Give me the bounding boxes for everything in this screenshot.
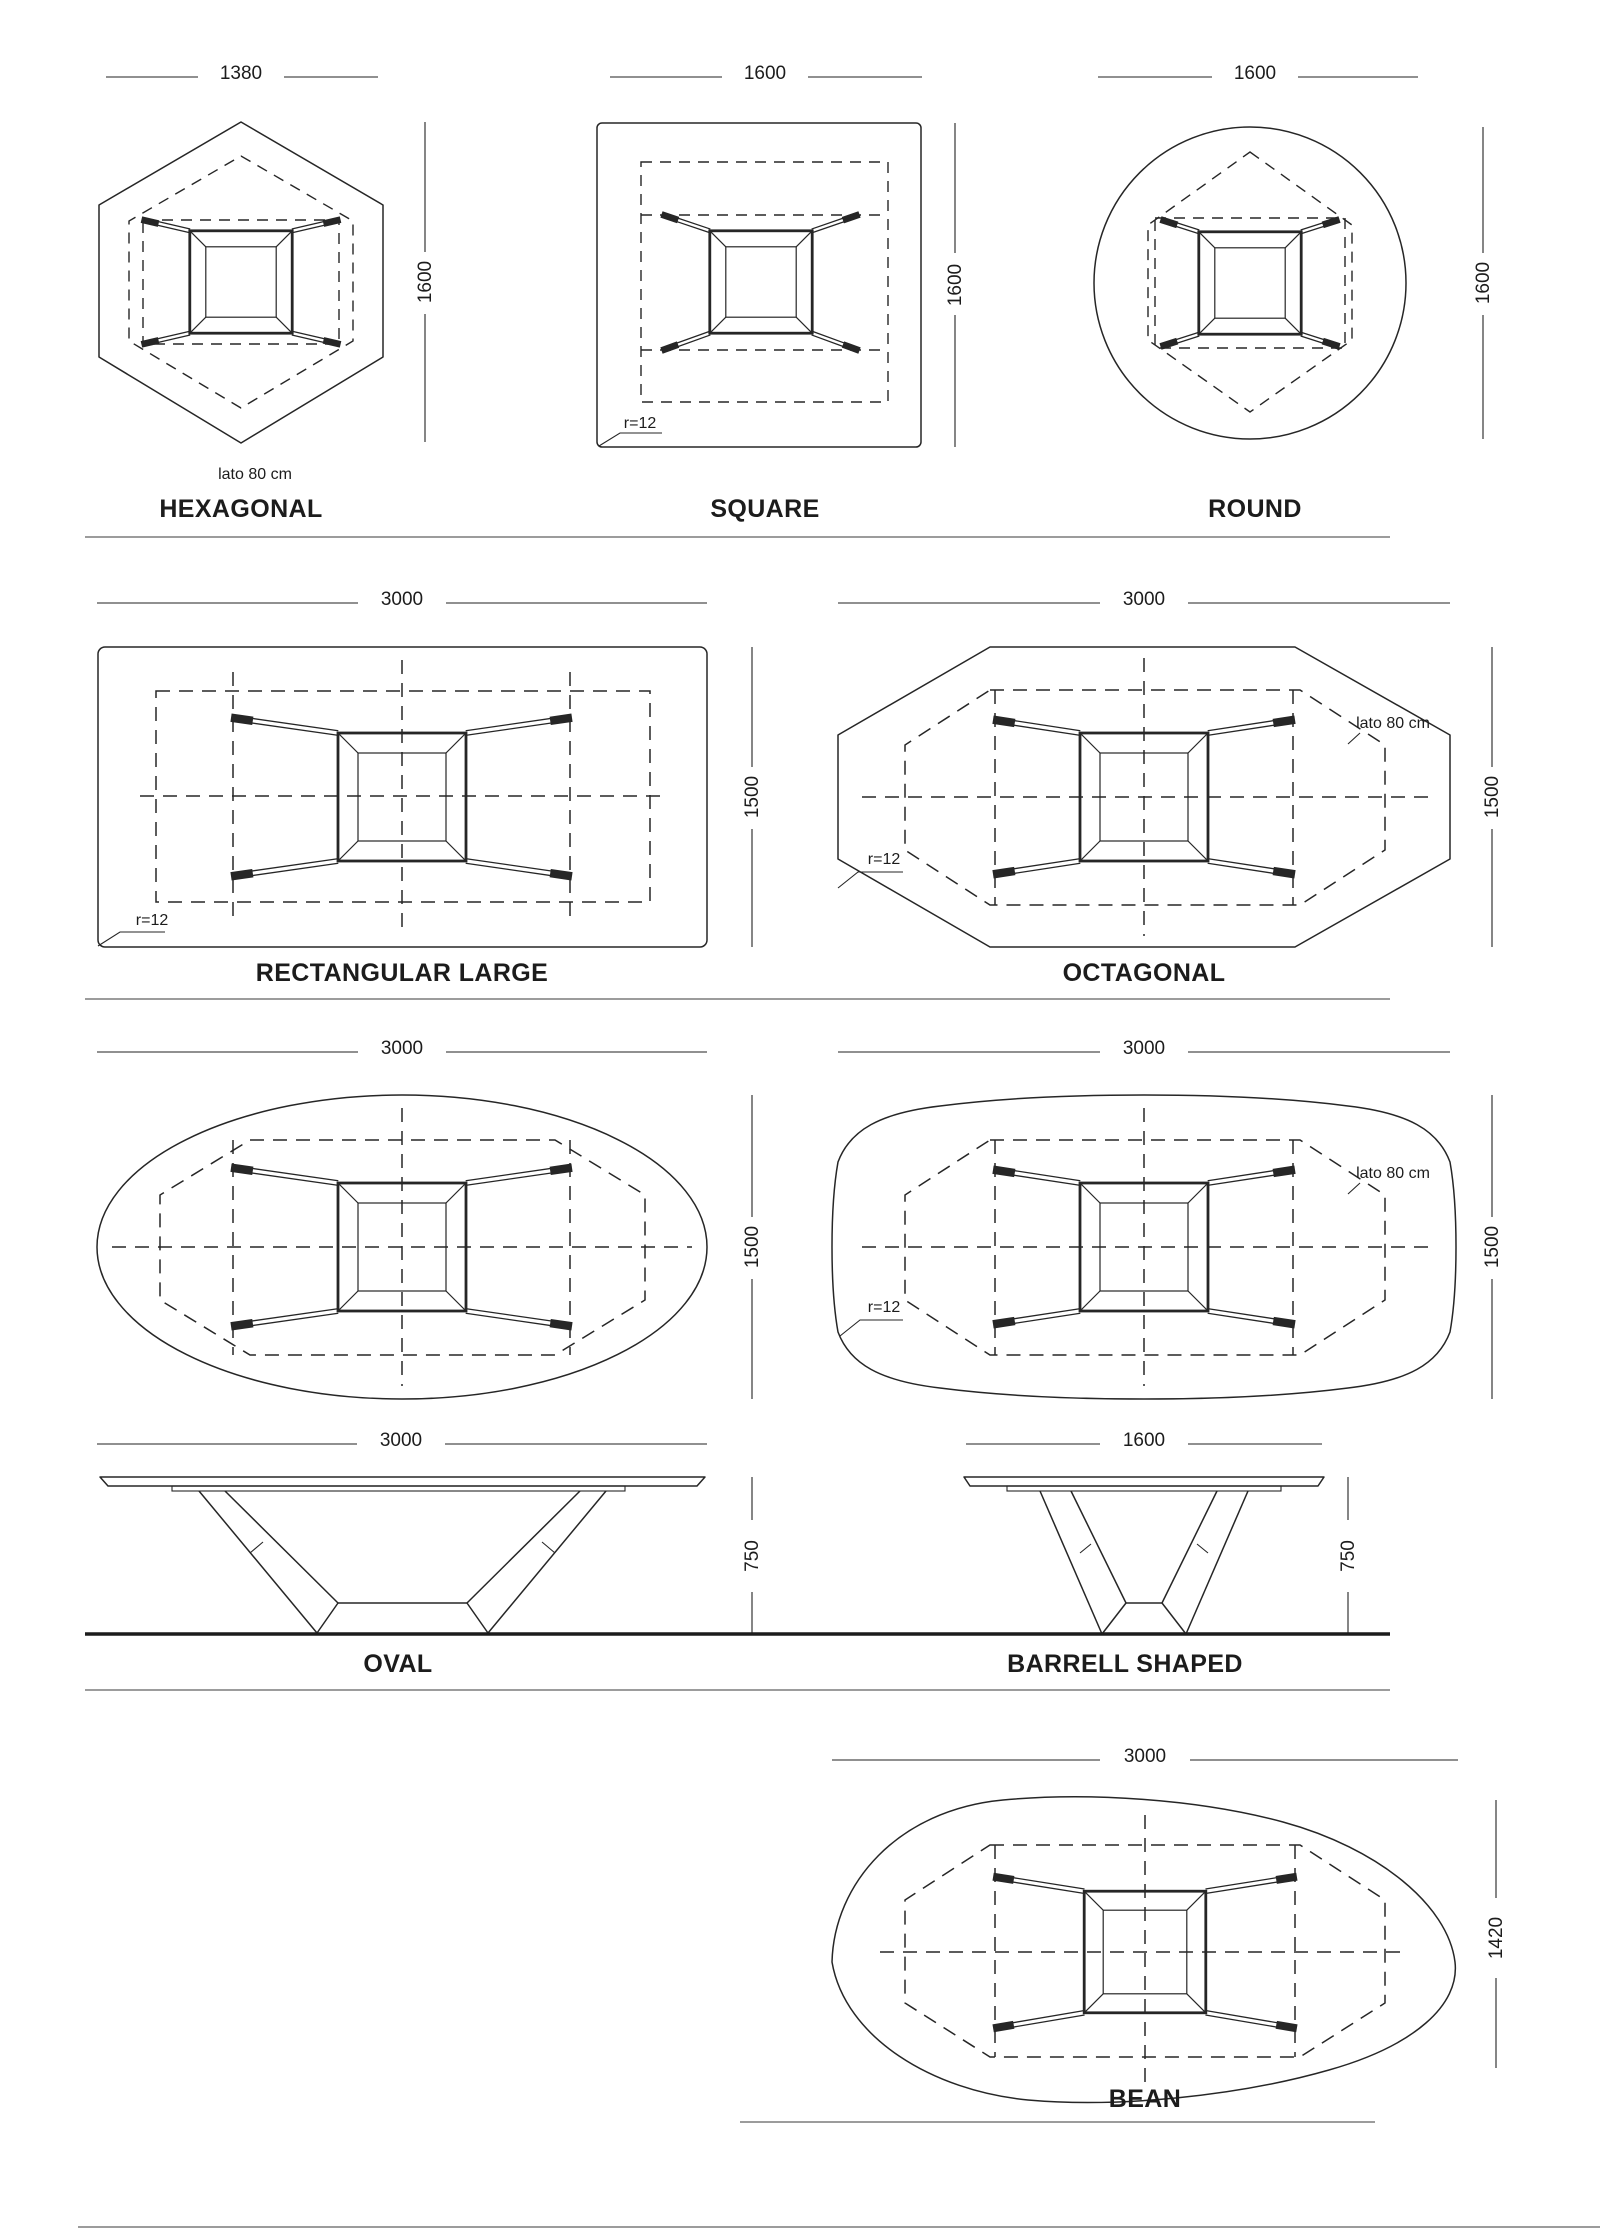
dim-width-octagonal: 3000	[1122, 589, 1166, 610]
dim-height-round: 1600	[1473, 261, 1494, 305]
figure-oval-plan	[97, 1038, 763, 1399]
pedestal-base	[1159, 216, 1340, 349]
barrel-leg-inner-left	[1071, 1491, 1126, 1603]
figure-label-barrel: BARRELL SHAPED	[1007, 1650, 1243, 1678]
oval-tabletop-side	[100, 1477, 705, 1486]
barrel-leg-foot-left	[1102, 1603, 1126, 1634]
barrel-tabletop-side	[964, 1477, 1324, 1486]
corner-radius-octagonal: r=12	[867, 851, 901, 868]
figure-round	[1094, 63, 1494, 523]
round-dashed-footprint	[1155, 218, 1345, 348]
corner-radius-square: r=12	[623, 415, 657, 432]
side-note-barrel: lato 80 cm	[1356, 1165, 1430, 1182]
dim-height-oval-side: 750	[742, 1540, 763, 1572]
oval-leg-inner-right	[467, 1491, 580, 1603]
figure-label-octagonal: OCTAGONAL	[1062, 959, 1226, 987]
oval-leg-foot-left	[317, 1603, 338, 1633]
radius-leader	[599, 433, 662, 446]
figure-rectangular-large	[97, 589, 763, 987]
barrel-leg-outer-right	[1186, 1491, 1248, 1634]
dim-width-oval-plan: 3000	[380, 1038, 424, 1059]
square-dashed-inset	[641, 162, 888, 402]
figure-label-rectangular: RECTANGULAR LARGE	[255, 959, 549, 987]
round-dashed-inset	[1148, 152, 1352, 412]
dim-width-barrel-plan: 3000	[1122, 1038, 1166, 1059]
dim-width-barrel-side: 1600	[1122, 1430, 1166, 1451]
figure-octagonal	[838, 589, 1503, 987]
side-note-octagonal: lato 80 cm	[1356, 715, 1430, 732]
dim-height-octagonal: 1500	[1482, 775, 1503, 819]
figure-bean	[832, 1746, 1507, 2113]
hexagonal-dashed-footprint	[143, 220, 339, 344]
radius-leader	[840, 1320, 903, 1336]
figure-barrel-plan	[832, 1038, 1503, 1399]
corner-radius-rectangular: r=12	[135, 912, 169, 929]
dim-width-hexagonal: 1380	[219, 63, 263, 84]
dim-height-hexagonal: 1600	[415, 260, 436, 304]
dim-width-oval-side: 3000	[379, 1430, 423, 1451]
figure-label-oval: OVAL	[363, 1650, 433, 1678]
dim-width-rectangular: 3000	[380, 589, 424, 610]
leg-joint-tick	[250, 1542, 263, 1553]
dim-height-rectangular: 1500	[742, 775, 763, 819]
figure-label-round: ROUND	[1208, 495, 1302, 523]
round-outline	[1094, 127, 1406, 439]
dim-width-round: 1600	[1233, 63, 1277, 84]
dim-width-bean: 3000	[1123, 1746, 1167, 1767]
figure-hexagonal	[99, 63, 436, 523]
barrel-leg-outer-left	[1040, 1491, 1102, 1634]
dim-width-square: 1600	[743, 63, 787, 84]
oval-leg-foot-right	[467, 1603, 488, 1633]
dim-height-square: 1600	[945, 263, 966, 307]
figure-barrel-side	[964, 1430, 1359, 1678]
leg-joint-tick	[1197, 1544, 1208, 1553]
radius-leader	[838, 872, 903, 888]
hexagonal-dashed-inset	[129, 156, 353, 408]
figure-label-bean: BEAN	[1108, 2085, 1182, 2113]
figure-label-square: SQUARE	[710, 495, 820, 523]
pedestal-base	[660, 211, 860, 353]
radius-leader	[98, 932, 165, 946]
hexagonal-outline	[99, 122, 383, 443]
pedestal-base	[141, 216, 342, 347]
dim-height-oval-plan: 1500	[742, 1225, 763, 1269]
dim-height-barrel-plan: 1500	[1482, 1225, 1503, 1269]
dim-height-bean: 1420	[1486, 1916, 1507, 1960]
oval-leg-outer-left	[199, 1491, 317, 1633]
oval-leg-inner-left	[225, 1491, 338, 1603]
corner-radius-barrel: r=12	[867, 1299, 901, 1316]
leg-joint-tick	[1080, 1544, 1091, 1553]
side-note-leader	[1348, 1183, 1360, 1194]
figure-label-hexagonal: HEXAGONAL	[159, 495, 323, 523]
oval-leg-outer-right	[488, 1491, 606, 1633]
square-outline	[597, 123, 921, 447]
barrel-leg-foot-right	[1162, 1603, 1186, 1634]
leg-joint-tick	[542, 1542, 555, 1553]
barrel-leg-inner-right	[1162, 1491, 1217, 1603]
figure-oval-side	[97, 1430, 763, 1678]
side-note-leader	[1348, 733, 1360, 744]
dim-height-barrel-side: 750	[1338, 1540, 1359, 1572]
figure-square	[597, 63, 966, 523]
side-note-hexagonal: lato 80 cm	[218, 466, 292, 483]
